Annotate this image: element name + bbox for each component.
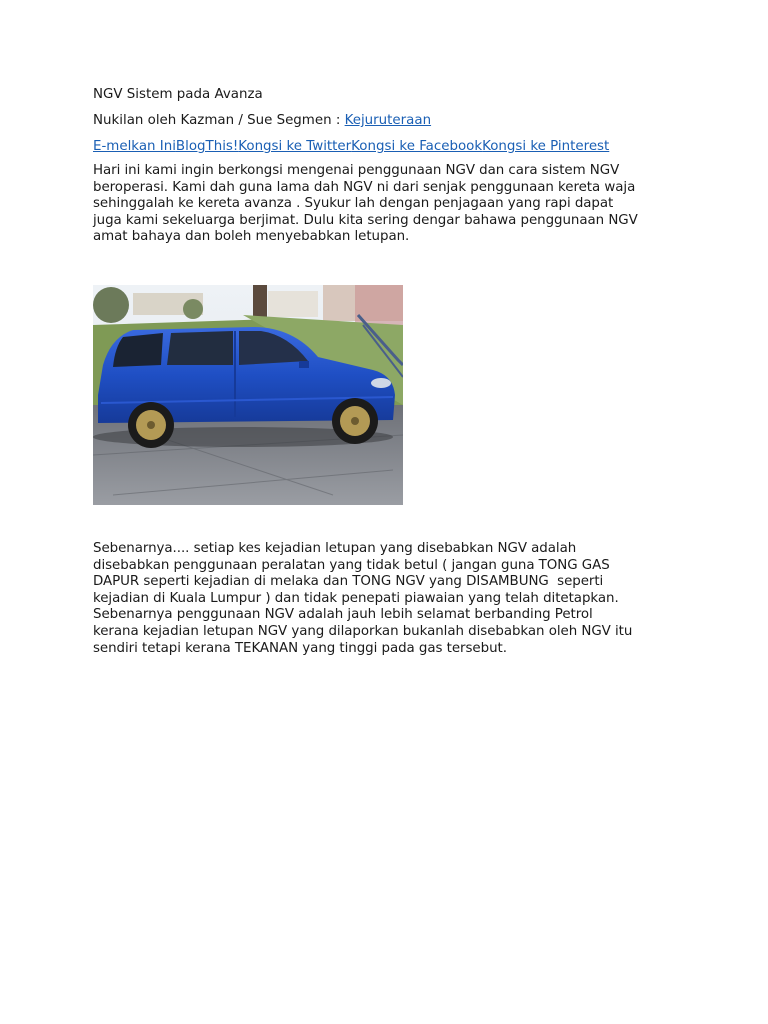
byline-text: Nukilan oleh Kazman / Sue Segmen : — [93, 113, 345, 128]
paragraph-line: juga kami sekeluarga berjimat. Dulu kita sering dengar bahawa penggunaan NGV — [93, 212, 638, 228]
document-page — [93, 86, 685, 656]
paragraph-line: kerana kejadian letupan NGV yang dilaporkan bukanlah disebabkan oleh NGV itu — [93, 623, 633, 639]
intro-paragraph — [93, 163, 685, 246]
paragraph-line: sendiri tetapi kerana TEKANAN yang tinggi pada gas tersebut. — [93, 640, 507, 656]
paragraph-line: amat bahaya dan boleh menyebabkan letupan. — [93, 229, 410, 245]
paragraph-line: beroperasi. Kami dah guna lama dah NGV ni dari senjak penggunaan kereta waja — [93, 179, 636, 195]
paragraph-line: disebabkan penggunaan peralatan yang tidak betul ( jangan guna TONG GAS — [93, 557, 610, 573]
paragraph-line: Sebenarnya penggunaan NGV adalah jauh lebih selamat berbanding Petrol — [93, 607, 593, 623]
paragraph-line: Hari ini kami ingin berkongsi mengenai penggunaan NGV dan cara sistem NGV — [93, 163, 620, 178]
share-blogthis-link[interactable]: BlogThis! — [175, 139, 239, 154]
share-facebook-link[interactable]: Kongsi ke Facebook — [351, 139, 483, 154]
share-twitter-link[interactable]: Kongsi ke Twitter — [238, 139, 352, 154]
share-email-link[interactable]: E-melkan Ini — [93, 139, 176, 154]
byline — [93, 112, 685, 129]
car-photo — [93, 285, 403, 505]
body-paragraph — [93, 541, 632, 657]
category-link[interactable]: Kejuruteraan — [344, 113, 432, 128]
paragraph-line: Sebenarnya.... setiap kes kejadian letupan yang disebabkan NGV adalah — [93, 541, 577, 556]
paragraph-line: sehinggalah ke kereta avanza . Syukur lah dengan penjagaan yang rapi dapat — [93, 196, 614, 212]
share-links — [93, 138, 685, 155]
share-pinterest-link[interactable]: Kongsi ke Pinterest — [482, 139, 610, 154]
paragraph-line: kejadian di Kuala Lumpur ) dan tidak penepati piawaian yang telah ditetapkan. — [93, 590, 619, 606]
article-title: NGV Sistem pada Avanza — [93, 87, 263, 102]
paragraph-line: DAPUR seperti kejadian di melaka dan TONG NGV yang DISAMBUNG seperti — [93, 574, 604, 590]
